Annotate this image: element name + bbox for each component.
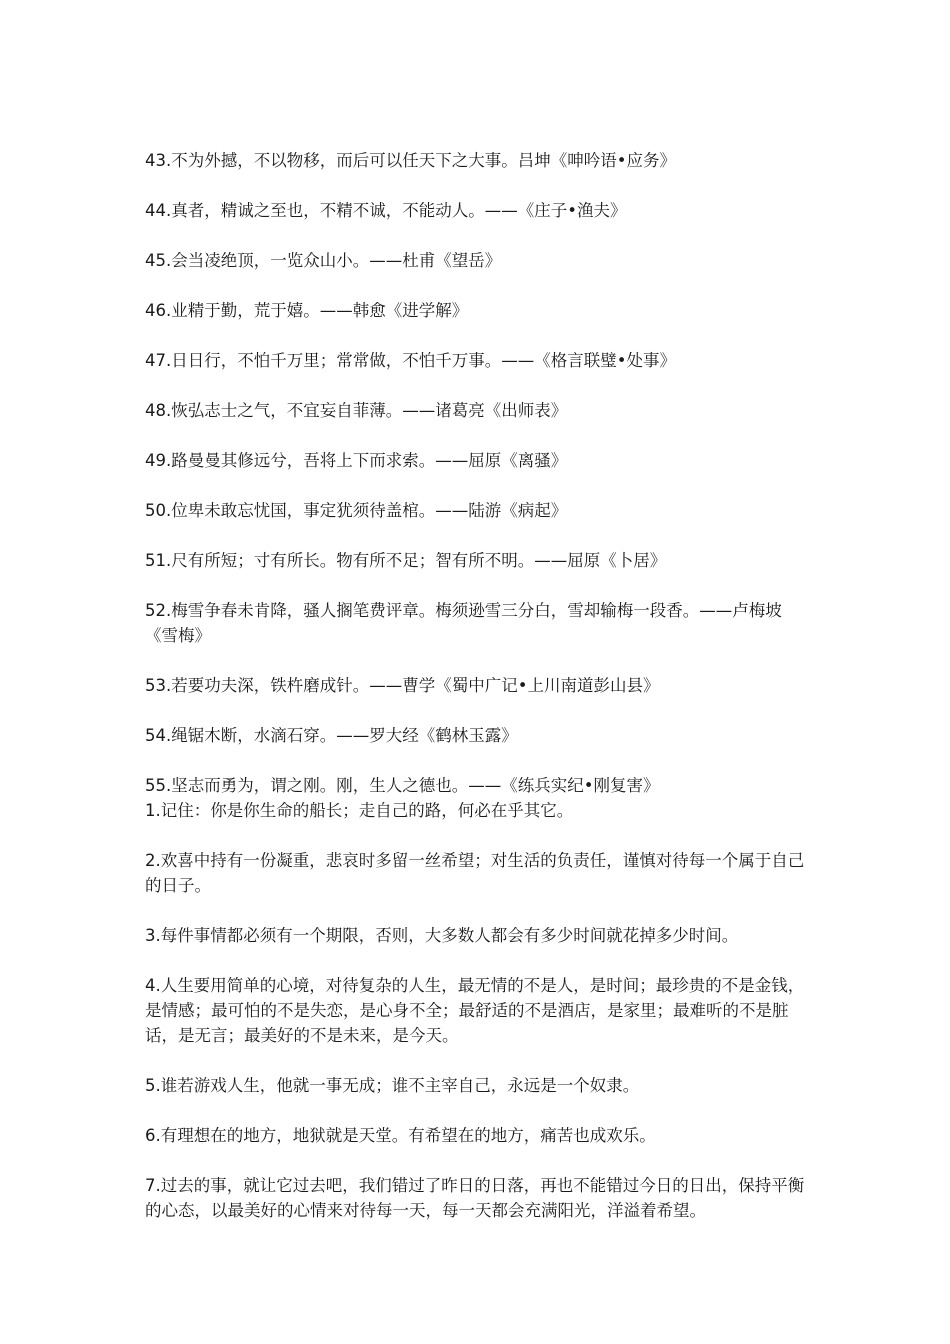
paragraph-45: 45.会当凌绝顶，一览众山小。——杜甫《望岳》 [145, 251, 502, 270]
paragraph-3: 3.每件事情都必须有一个期限，否则，大多数人都会有多少时间就花掉多少时间。 [145, 926, 739, 945]
paragraph-55: 55.坚志而勇为，谓之刚。刚，生人之德也。——《练兵实纪•刚复害》 [145, 776, 660, 795]
paragraph-50: 50.位卑未敢忘忧国，事定犹须待盖棺。——陆游《病起》 [145, 501, 568, 520]
document-body [145, 148, 805, 1223]
paragraph-6: 6.有理想在的地方，地狱就是天堂。有希望在的地方，痛苦也成欢乐。 [145, 1126, 656, 1145]
paragraph-53: 53.若要功夫深，铁杵磨成针。——曹学《蜀中广记•上川南道彭山县》 [145, 676, 660, 695]
paragraph-52: 52.梅雪争春未肯降，骚人搁笔费评章。梅须逊雪三分白，雪却输梅一段香。——卢梅坡《雪梅》 [145, 601, 782, 645]
paragraph-5: 5.谁若游戏人生，他就一事无成；谁不主宰自己，永远是一个奴隶。 [145, 1076, 640, 1095]
paragraph-1: 1.记住：你是你生命的船长；走自己的路，何必在乎其它。 [145, 801, 574, 820]
paragraph-2: 2.欢喜中持有一份凝重，悲哀时多留一丝希望；对生活的负责任，谨慎对待每一个属于自己的日子。 [145, 851, 805, 895]
paragraph-46: 46.业精于勤，荒于嬉。——韩愈《进学解》 [145, 301, 469, 320]
paragraph-4: 4.人生要用简单的心境，对待复杂的人生，最无情的不是人，是时间；最珍贵的不是金钱，是情感；最可怕的不是失恋，是心身不全；最舒适的不是酒店，是家里；最难听的不是脏话，是无言；最美好的不是未来，是今天。 [145, 976, 805, 1045]
paragraph-7: 7.过去的事，就让它过去吧，我们错过了昨日的日落，再也不能错过今日的日出，保持平衡的心态，以最美好的心情来对待每一天，每一天都会充满阳光，洋溢着希望。 [145, 1176, 805, 1220]
paragraph-49: 49.路曼曼其修远兮，吾将上下而求索。——屈原《离骚》 [145, 451, 568, 470]
paragraph-43: 43.不为外撼，不以物移，而后可以任天下之大事。吕坤《呻吟语•应务》 [145, 151, 676, 170]
paragraph-54: 54.绳锯木断，水滴石穿。——罗大经《鹤林玉露》 [145, 726, 518, 745]
paragraph-44: 44.真者，精诚之至也，不精不诚，不能动人。——《庄子•渔夫》 [145, 201, 627, 220]
paragraph-47: 47.日日行，不怕千万里；常常做，不怕千万事。——《格言联璧•处事》 [145, 351, 676, 370]
paragraph-48: 48.恢弘志士之气，不宜妄自菲薄。——诸葛亮《出师表》 [145, 401, 568, 420]
paragraph-51: 51.尺有所短；寸有所长。物有所不足；智有所不明。——屈原《卜居》 [145, 551, 667, 570]
